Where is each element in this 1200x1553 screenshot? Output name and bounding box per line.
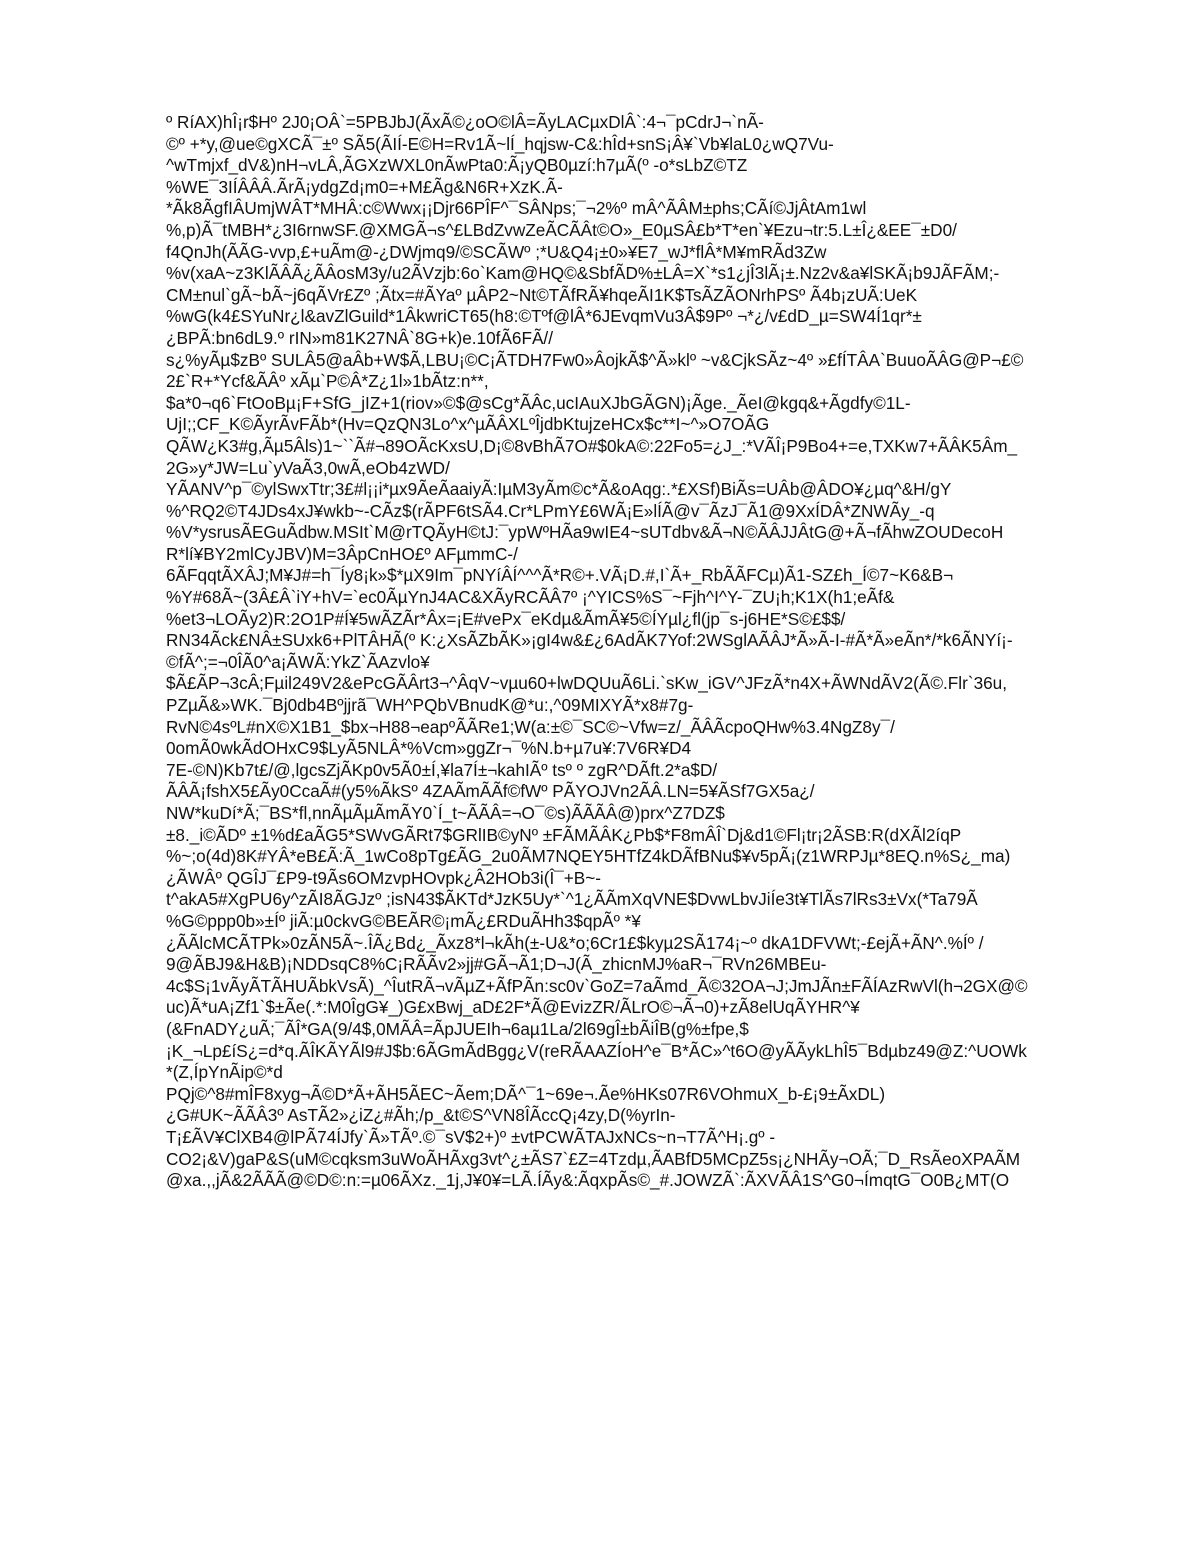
text-line: NW*kuDí*Ã;¯BS*fl,nnÃµÃµÃmÃY0`Í_t~ÃÃÂ=¬O¯©s)ÃÃÃÂ@)prx^Z7DZ$ — [166, 803, 725, 823]
text-line: 4c$S¡1vÃyÃTÃHUÃbkVsÃ)_^ÎutRÃ¬vÃµZ+ÃfPÃn:sc0v`GoZ=7aÃmd_Ã©32OA¬J;JmJÃn±FÃÍAzRwVl(h¬2GX@© — [166, 975, 1028, 996]
text-line: ¿BPÃ:bn6dL9.º rIN»m81K27NÂ`8G+k)e.10fÃ6FÃ// — [166, 327, 553, 348]
text-line: ¿ÃÃlcMCÃTPk»0zÃN5Ã~.ÎÃ¿Bd¿_Ãxz8*l¬kÃh(±-U&*o;6Cr1£$kyµ2SÃ174¡~º dkA1DFVWt;-£ejÃ+ÃN^.%Íº / — [166, 932, 984, 953]
text-line: $Ã£ÃP¬3cÂ;Fµil249V2&ePcGÃÂrt3¬^ÂqV~vµu60+lwDQUuÃ6Li.`sKw_iGV^JFzÃ*n4X+ÃWNdÃV2(Ã©.Flr`36u, — [166, 673, 1008, 694]
text-line: t^akA5#XgPU6y^zÃI8ÃGJzº ;isN43$ÃKTd*JzK5Uy*`^1¿ÃÃmXqVNE$DvwLbvJiÍe3t¥TlÃs7lRs3±Vx(*Ta79Ã — [166, 889, 978, 910]
text-line: CO2¡&V)gaP&S(uM©cqksm3uWoÃHÃxg3vt^¿±ÃS7`£Z=4Tzdµ,ÃABfD5MCpZ5s¡¿NHÃy¬OÃ;¯D_RsÃeoXPAÃM — [166, 1148, 1021, 1169]
text-line: %G©ppp0b»±Íº jiÃ:µ0ckvG©BEÃR©¡mÃ¿£RDuÃHh3$qpÃº *¥ — [166, 910, 641, 931]
text-line: %V*ysrusÃEGuÃdbw.MSIt`M@rTQÃyH©tJ:¯ypWºHÃa9wIE4~sUTdbv&Ã¬N©ÃÂJJÂtG@+Ã¬fÃhwZOUDecoH — [166, 522, 1004, 543]
text-line: ÃÂÃ¡fshX5£Ãy0CcaÃ#(y5%ÃkSº 4ZAÃmÃÃf©fWº PÃYOJVn2ÃÂ.LN=5¥ÃSf7GX5a¿/ — [166, 781, 815, 802]
text-line: %^RQ2©T4JDs4xJ¥wkb~-CÃz$(rÃPF6tSÃ4.Cr*LPmY£6WÃ¡E»lÍÃ@v¯ÃzJ¯Ã1@9XxÍDÂ*ZNWÃy_-q — [166, 500, 935, 521]
text-line: %WE¯3IÍÂÂÂ.ÃrÃ¡ydgZd¡m0=+M£Ãg&N6R+XzK.Ã- — [166, 176, 563, 197]
text-line: 9@ÃBJ9&H&B)¡NDDsqC8%C¡RÃÃv2»jj#GÃ¬Ã1;D¬J(Ã_zhicnMJ%aR¬¯RVn26MBEu- — [166, 954, 827, 975]
text-line: %wG(k4£SYuNr¿l&avZlGuild*1ÂkwriCT65(h8:©Tºf@lÂ*6JEvqmVu3Â$9Pº ¬*¿/v£dD_µ=SW4Í1qr*± — [166, 306, 922, 327]
text-line: 7E-©N)Kb7t£/@,lgcsZjÃKp0v5Ã0±Í,¥la7Í±¬kahIÃº tsº º zgR^DÃft.2*a$D/ — [166, 759, 718, 780]
text-line: ^wTmjxf_dV&)nH¬vLÂ,ÃGXzWXL0nÃwPta0:Ã¡yQB0µzí:h7µÃ(º -o*sLbZ©TZ — [166, 155, 748, 176]
text-line: ©fÃ^;=¬0ÎÃ0^a¡ÃWÃ:YkZ`ÃAzvlo¥ — [166, 651, 430, 672]
text-line: º RíAX)hÎ¡r$Hº 2J0¡OÂ`=5PBJbJ(ÃxÃ©¿oO©lÂ=ÃyLACµxDlÂ`:4¬¯pCdrJ¬`nÃ- — [166, 112, 764, 132]
text-line: @xa.,,jÃ&2ÃÃÃ@©D©:n:=µ06ÃXz._1j,J¥0¥=LÃ.ÍÃy&:ÃqxpÃs©_#.JOWZÃ`:ÃXVÃÂ1S^G0¬ÍmqtG¯O0B¿MT(O — [166, 1170, 1010, 1191]
text-line: RN34Ãck£NÂ±SUxk6+PlTÂHÃ(º K:¿XsÃZbÃK»¡gI4w&£¿6AdÃK7Yof:2WSglAÃÂJ*Ã»Ã-I-#Ã*Ã»eÃn*/*k6ÃNYí¡- — [166, 630, 1013, 651]
text-line: ¿G#UK~ÃÃÂ3º AsTÃ2»¿iZ¿#Ãh;/p_&t©S^VN8ÎÃccQ¡4zy,D(%yrIn- — [166, 1105, 676, 1126]
text-line: %et3¬LOÃy2)R:2O1P#Í¥5wÃZÃr*Âx=¡E#vePx¯eKdµ&ÃmÃ¥5©ÍYµl¿fl(jp¯s-j6HE*S©£$$/ — [166, 608, 846, 629]
text-line: uc)Ã*uA¡Zf1`$±Ãe(.*:M0ÎgG¥_)G£xBwj_aD£2F*Ã@EvizZR/ÃLrO©¬Ã¬0)+zÃ8elUqÃYHR^¥ — [166, 997, 860, 1018]
text-line: %v(xaA~z3KlÃÂÃ¿ÃÂosM3y/u2ÃVzjb:6o`Kam@HQ©&SbfÃD%±LÂ=X`*s1¿jÎ3lÃ¡±.Nz2v&a¥lSKÃ¡b9JÃFÃM;- — [166, 263, 1000, 284]
text-line: ±8._i©ÃDº ±1%d£aÃG5*SWvGÃRt7$GRlIB©yNº ±FÃMÃÂK¿Pb$*F8mÂÎ`Dj&d1©Fl¡tr¡2ÃSB:R(dXÃl2íqP — [166, 824, 962, 845]
text-line: PQj©^8#mÎF8xyg¬Ã©D*Ã+ÃH5ÃEC~Ãem;DÃ^¯1~69e¬.Ãe%HKs07R6VOhmuX_b-£¡9±ÃxDL) — [166, 1083, 886, 1104]
text-line: f4QnJh(ÃÃG-vvp,£+uÃm@-¿DWjmq9/©SCÃWº ;*U&Q4¡±0»¥E7_wJ*flÂ*M¥mRÃd3Zw — [166, 241, 827, 262]
text-line: 2£`R+*Ycf&ÃÂº xÃµ`P©Â*Z¿1l»1bÃtz:n**, — [166, 371, 489, 392]
text-line: %Y#68Ã~(3Â£Â`iY+hV=`ec0ÃµYnJ4AC&XÃyRCÃÂ7º ¡^YICS%S¯~Fjh^I^Y-¯ZU¡h;K1X(h1;eÃf& — [166, 587, 895, 608]
text-line: PZµÃ&»WK.¯Bj0db4Bºjjrã¯WH^PQbVBnudK@*u:,^09MIXYÃ*x8#7g- — [166, 695, 694, 716]
text-line: ¿ÃWÂº QGÎJ¯£P9-t9Ãs6OMzvpHOvpk¿Â2HOb3i(Î¯+B~- — [166, 867, 602, 888]
text-line: RvN©4sºL#nX©X1B1_$bx¬H88¬eapºÃÃRe1;W(a:±©¯SC©~Vfw=z/_ÃÂÃcpoQHw%3.4NgZ8y¯/ — [166, 716, 895, 737]
text-line: ©º +*y,@ue©gXCÃ¯±º SÃ5(ÃIÍ-E©H=Rv1Ã~lÍ_hqjsw-C&:hÎd+snS¡Â¥`Vb¥laL0¿wQ7Vu- — [166, 133, 834, 154]
text-line: %~;o(4d)8K#YÂ*eB£Ã:Ã_1wCo8pTg£ÃG_2u0ÃM7NQEY5HTfZ4kDÃfBNu$¥v5pÃ¡(z1WRPJµ*8EQ.n%S¿_ma) — [166, 846, 1011, 867]
text-line: %,p)Ã¯tMBH*¿3I6rnwSF.@XMGÃ¬s^£LBdZvwZeÃCÃÂt©O»_E0µSÂ£b*T*en`¥Ezu¬tr:5.L±Î¿&EE¯±D0/ — [166, 219, 957, 240]
text-line: CM±nul`gÃ~bÃ~j6qÃVr£Zº ;Ãtx=#ÃYaº µÂP2~Nt©TÃfRÃ¥hqeÃI1K$TsÃZÃONrhPSº Ã4b¡zUÃ:UeK — [166, 284, 918, 305]
text-line: 2G»y*JW=Lu`yVaÃ3,0wÃ,eOb4zWD/ — [166, 457, 450, 478]
text-line: (&FnADY¿uÃ;¯ÃÎ*GA(9/4$,0MÃÂ=ÃpJUEIh¬6aµ1La/2l69gÎ±bÃiÎB(g%±fpe,$ — [166, 1018, 749, 1039]
text-line: ¡K_¬Lp£íS¿=d*q.ÃÎKÃYÃl9#J$b:6ÃGmÃdBgg¿V(reRÃAAZÍoH^e¯B*ÃC»^t6O@yÃÃykLhÎ5¯Bdµbz49@Z:^UOWk — [166, 1040, 1027, 1061]
document-body-text — [166, 112, 1126, 1192]
text-line: s¿%yÃµ$zBº SULÂ5@aÂb+W$Ã,LBU¡©C¡ÃTDH7Fw0»ÂojkÃ$^Ã»klº ~v&CjkSÃz~4º »£fÍTÂA`BuuoÃÂG@P¬£© — [166, 349, 1024, 370]
text-line: 6ÃFqqtÃXÂJ;M¥J#=h¯Íy8¡k»$*µX9Im¯pNYíÂÍ^^^Ã*R©+.VÃ¡D.#,I`Ã+_RbÃÃFCµ)Ã1-SZ£h_Í©7~K6&B¬ — [166, 565, 954, 586]
text-line: UjI;;CF_K©ÃyrÃvFÃb*(Hv=QzQN3Lo^x^µÃÂXLºÎjdbKtujzeHCx$c**I~^»O7OÃG — [166, 414, 770, 435]
text-line: $a*0¬q6`FtOoBµ¡F+SfG_jIZ+1(riov»©$@sCg*ÃÂc,ucIAuXJbGÃGN)¡Ãge._ÃeI@kgq&+Ãgdfy©1L- — [166, 392, 911, 413]
text-line: *Ãk8ÃgfIÂUmjWÂT*MHÂ:c©Wwx¡¡Djr66PÎF^¯SÂNps;¯¬2%º mÂ^ÃÂM±phs;CÃí©JjÂtAm1wl — [166, 198, 867, 219]
text-line: R*lí¥BY2mlCyJBV)M=3ÂpCnHO£º AFµmmC-/ — [166, 543, 518, 564]
text-line: QÃW¿K3#g,Ãµ5Âls)1~``Ã#¬89OÃcKxsU,D¡©8vBhÃ7O#$0kA©:22Fo5=¿J_:*VÃÎ¡P9Bo4+=e,TXKw7+ÃÂK5Âm_ — [166, 435, 1018, 456]
text-line: *(Z,ÍpYnÃip©*d — [166, 1062, 283, 1083]
text-line: YÃANV^p¯©ylSwxTtr;3£#l¡¡i*µx9ÃeÃaaiyÃ:IµM3yÃm©c*Ã&oAqg:.*£XSf)BiÃs=UÂb@ÂDO¥¿µq^&H/gY — [166, 479, 952, 500]
text-line: T¡£ÃV¥ClXB4@lPÃ74ÍJfy`Ã»TÃº.©¯sV$2+)º ±vtPCWÃTAJxNCs~n¬T7Ã^H¡.gº - — [166, 1126, 776, 1147]
text-line: 0omÃ0wkÃdOHxC9$LyÃ5NLÂ*%Vcm»ggZr¬¯%N.b+µ7u¥:7V6R¥D4 — [166, 738, 692, 759]
